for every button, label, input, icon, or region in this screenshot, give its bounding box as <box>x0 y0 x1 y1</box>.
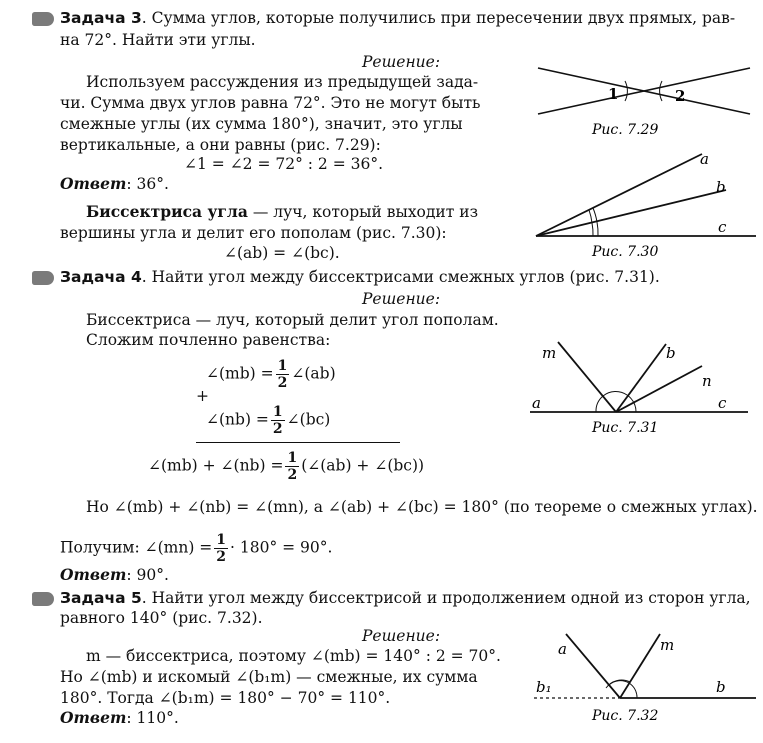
task3-statement <box>60 8 735 28</box>
fig730-label-a: a <box>700 150 709 168</box>
task5-line3: 180°. Тогда ∠(b₁m) = 180° − 70° = 110°. <box>60 689 391 707</box>
fig731-label-a: a <box>532 394 541 412</box>
task5-statement <box>60 588 751 608</box>
fig729-arc1 <box>625 81 627 101</box>
fig732-label-a: a <box>558 640 567 658</box>
task-marker <box>32 271 54 285</box>
task5-text1: . Найти угол между биссектрисой и продолжением одной из сторон угла, <box>141 589 751 607</box>
task5-text2: равного 140° (рис. 7.32). <box>60 609 263 627</box>
task3-line4: вертикальные, а они равны (рис. 7.29): <box>60 136 381 154</box>
fig730-caption: Рис. 7.30 <box>592 244 659 260</box>
task5-line2: Но ∠(mb) и искомый ∠(b₁m) — смежные, их сумма <box>60 668 478 686</box>
task-marker <box>32 592 54 606</box>
task3-line2: чи. Сумма двух углов равна 72°. Это не могут быть <box>60 94 481 112</box>
task4-label: Задача 4 <box>60 268 142 286</box>
eq2-left: ∠(nb) = <box>206 410 269 429</box>
task4-line2: Сложим почленно равенства: <box>86 331 331 349</box>
task4-sum <box>148 450 424 483</box>
bisector-definition <box>86 202 478 222</box>
fig732-caption: Рис. 7.32 <box>592 708 659 724</box>
task3-line1: Используем рассуждения из предыдущей зада- <box>86 73 479 91</box>
task3-label: Задача 3 <box>60 9 142 27</box>
fig731-label-n: n <box>702 372 712 390</box>
answer-label: Ответ <box>60 565 127 584</box>
eq1-right: ∠(ab) <box>291 364 336 383</box>
fig730-label-b: b <box>716 178 726 196</box>
bisector-text2: вершины угла и делит его пополам (рис. 7.30): <box>60 224 447 242</box>
task3-solution-heading: Решение: <box>362 53 441 71</box>
sum-left: ∠(mb) + ∠(nb) = <box>148 456 284 475</box>
task4-text: . Найти угол между биссектрисами смежных углов (рис. 7.31). <box>141 268 660 286</box>
fig731-arc4 <box>634 403 636 412</box>
fig731-arc2 <box>603 391 627 396</box>
result-right: · 180° = 90°. <box>230 538 333 557</box>
task3-text1: . Сумма углов, которые получились при пересечении двух прямых, рав- <box>141 9 736 27</box>
fig731-label-m: m <box>542 344 557 362</box>
bisector-term: Биссектриса угла <box>86 202 248 221</box>
answer-label: Ответ <box>60 708 127 727</box>
result-left: Получим: ∠(mn) = <box>60 538 213 557</box>
fig729-label1: 1 <box>608 85 619 103</box>
fraction-half: $\frac{1}{2}$ <box>277 358 288 391</box>
bisector-equation: ∠(ab) = ∠(bc). <box>224 244 340 262</box>
figure-7-29 <box>530 66 760 140</box>
task4-answer <box>60 565 169 585</box>
figure-7-30 <box>530 148 760 266</box>
task4-line1: Биссектриса — луч, который делит угол пополам. <box>86 311 499 329</box>
fig731-arc3 <box>627 395 634 403</box>
fig731-ray-m <box>558 342 616 412</box>
task3-answer <box>60 174 169 194</box>
task-marker <box>32 12 54 26</box>
task5-line1: m — биссектриса, поэтому ∠(mb) = 140° : 2 = 70°. <box>86 647 501 665</box>
fig729-caption: Рис. 7.29 <box>592 122 659 138</box>
fig730-arc2 <box>597 222 598 236</box>
fig730-ray-a <box>536 154 702 236</box>
answer-value: : 110°. <box>126 709 179 727</box>
task3-line3: смежные углы (их сумма 180°), значит, это углы <box>60 115 463 133</box>
sum-right: (∠(ab) + ∠(bc)) <box>301 456 425 475</box>
task3-equation: ∠1 = ∠2 = 72° : 2 = 36°. <box>184 155 384 173</box>
fig732-ray-m <box>620 634 660 698</box>
fig732-label-b1: b₁ <box>536 678 552 696</box>
bisector-text1: — луч, который выходит из <box>247 203 479 221</box>
task5-answer <box>60 708 179 728</box>
fig730-ray-b <box>536 190 726 236</box>
fig732-arc2 <box>629 683 637 698</box>
fig729-arc2 <box>660 81 662 101</box>
fig732-label-b: b <box>716 678 726 696</box>
fig732-label-m: m <box>660 636 675 654</box>
fig731-ray-n <box>616 366 702 412</box>
answer-value: : 36°. <box>126 175 169 193</box>
fig730-arc2b <box>592 223 593 236</box>
fraction-half: $\frac{1}{2}$ <box>216 532 227 565</box>
task5-solution-heading: Решение: <box>362 627 441 645</box>
fig732-ray-a <box>566 634 620 698</box>
fig730-arc1b <box>589 210 592 223</box>
task5-label: Задача 5 <box>60 589 142 607</box>
fig731-caption: Рис. 7.31 <box>592 420 659 436</box>
figure-7-31 <box>526 336 752 436</box>
task4-eq1 <box>206 358 336 391</box>
fig731-label-c: c <box>718 394 727 412</box>
answer-value: : 90°. <box>126 566 169 584</box>
figure-7-32 <box>530 626 758 734</box>
eq1-left: ∠(mb) = <box>206 364 274 383</box>
fig730-label-c: c <box>718 218 727 236</box>
task4-eq2 <box>206 404 330 437</box>
fraction-half: $\frac{1}{2}$ <box>287 450 298 483</box>
task4-solution-heading: Решение: <box>362 290 441 308</box>
fraction-half: $\frac{1}{2}$ <box>272 404 283 437</box>
task4-but: Но ∠(mb) + ∠(nb) = ∠(mn), а ∠(ab) + ∠(bc) = 180° (по теореме о смежных углах). <box>86 498 758 516</box>
task3-text2: на 72°. Найти эти углы. <box>60 31 256 49</box>
answer-label: Ответ <box>60 174 127 193</box>
fig731-ray-b <box>616 344 666 412</box>
task4-statement <box>60 267 660 287</box>
task4-result <box>60 532 332 565</box>
fig731-arc1 <box>596 396 603 412</box>
sum-rule <box>196 442 400 443</box>
fig730-arc1 <box>593 208 597 222</box>
fig731-label-b: b <box>666 344 676 362</box>
plus-sign: + <box>196 387 209 405</box>
eq2-right: ∠(bc) <box>286 410 331 429</box>
fig729-label2: 2 <box>675 87 686 105</box>
